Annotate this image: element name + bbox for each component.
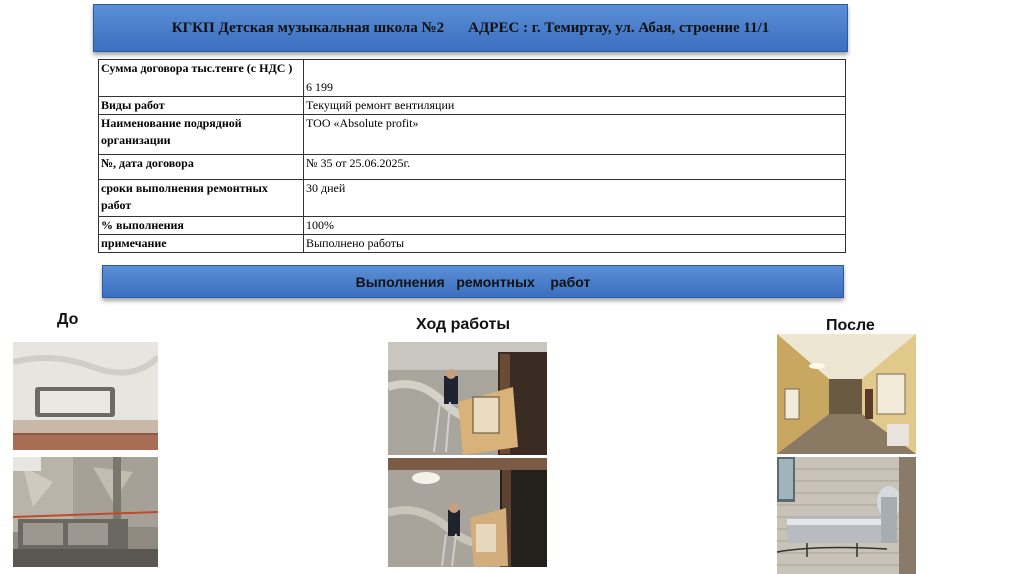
row-label: % выполнения bbox=[99, 217, 304, 235]
row-value: ТОО «Absolute profit» bbox=[304, 115, 846, 155]
contract-info-table bbox=[98, 59, 846, 253]
school-address: АДРЕС : г. Темиртау, ул. Абая, строение 11/1 bbox=[468, 19, 770, 36]
table-row bbox=[99, 235, 846, 253]
row-value: Текущий ремонт вентиляции bbox=[304, 97, 846, 115]
row-label: Наименование подрядной организации bbox=[99, 115, 304, 155]
row-label: Сумма договора тыс.тенге (с НДС ) bbox=[99, 60, 304, 97]
table-row bbox=[99, 180, 846, 217]
before-photo-1 bbox=[13, 342, 158, 450]
table-row bbox=[99, 60, 846, 97]
title-banner bbox=[93, 4, 848, 52]
table-row bbox=[99, 217, 846, 235]
progress-photo-2 bbox=[388, 458, 547, 567]
row-label: Виды работ bbox=[99, 97, 304, 115]
before-photo-2 bbox=[13, 457, 158, 567]
row-label: примечание bbox=[99, 235, 304, 253]
row-value: 6 199 bbox=[304, 60, 846, 97]
after-photo-1 bbox=[777, 334, 916, 454]
row-value: Выполнено работы bbox=[304, 235, 846, 253]
row-value: 30 дней bbox=[304, 180, 846, 217]
before-heading: До bbox=[57, 311, 79, 328]
after-heading: После bbox=[826, 317, 875, 334]
progress-photo-1 bbox=[388, 342, 547, 455]
row-label: №, дата договора bbox=[99, 155, 304, 180]
after-photo-2 bbox=[777, 457, 916, 574]
row-value: 100% bbox=[304, 217, 846, 235]
table-row bbox=[99, 115, 846, 155]
table-row bbox=[99, 97, 846, 115]
row-value: № 35 от 25.06.2025г. bbox=[304, 155, 846, 180]
progress-heading: Ход работы bbox=[416, 316, 511, 333]
section-banner: Выполнения ремонтных работ bbox=[102, 265, 844, 298]
row-label: сроки выполнения ремонтных работ bbox=[99, 180, 304, 217]
school-name: КГКП Детская музыкальная школа №2 bbox=[171, 19, 445, 36]
table-row bbox=[99, 155, 846, 180]
